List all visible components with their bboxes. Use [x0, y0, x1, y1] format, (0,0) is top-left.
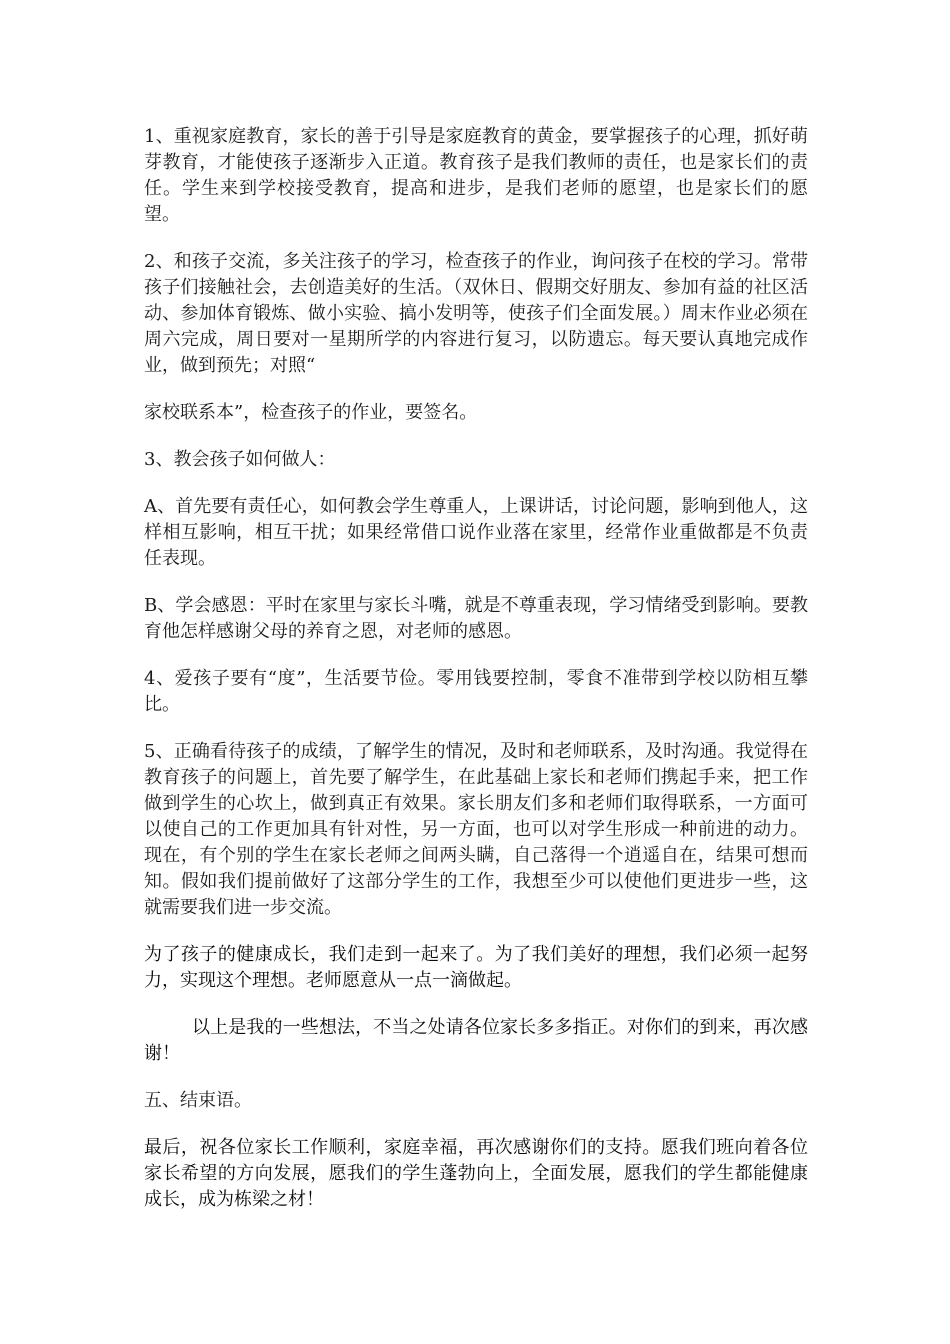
- paragraph-growth-together: 为了孩子的健康成长，我们走到一起来了。为了我们美好的理想，我们必须一起努力，实现这个理想。老师愿意从一点一滴做起。: [144, 944, 808, 991]
- paragraph-point-2: 2、和孩子交流，多关注孩子的学习，检查孩子的作业，询问孩子在校的学习。常带孩子们接触社会，去创造美好的生活。（双休日、假期交好朋友、参加有益的社区活动、参加体育锻炼、做小实验、搞小发明等，使孩子们全面发展。）周末作业必须在周六完成，周日要对一星期所学的内容进行复习，以防遗忘。每天要认真地完成作业，做到预先；对照“: [144, 251, 808, 376]
- paragraph-point-5: 5、正确看待孩子的成绩，了解学生的情况，及时和老师联系，及时沟通。我觉得在教育孩子的问题上，首先要了解学生，在此基础上家长和老师们携起手来，把工作做到学生的心坎上，做到真正有效果。家长朋友们多和老师们取得联系，一方面可以使自己的工作更加具有针对性，另一方面，也可以对学生形成一种前进的动力。现在，有个别的学生在家长老师之间两头瞒，自己落得一个逍遥自在，结果可想而知。假如我们提前做好了这部分学生的工作，我想至少可以使他们更进步一些，这就需要我们进一步交流。: [144, 741, 808, 918]
- section-heading-closing: 五、结束语。: [144, 1090, 252, 1111]
- paragraph-point-4: 4、爱孩子要有“度”，生活要节俭。零用钱要控制，零食不准带到学校以防相互攀比。: [144, 668, 808, 715]
- paragraph-thanks: 以上是我的一些想法，不当之处请各位家长多多指正。对你们的到来，再次感谢！: [144, 1017, 808, 1064]
- paragraph-point-3a: A、首先要有责任心，如何教会学生尊重人，上课讲话，讨论问题，影响到他人，这样相互影响，相互干扰；如果经常借口说作业落在家里，经常作业重做都是不负责任表现。: [144, 496, 808, 569]
- paragraph-point-3-heading: 3、教会孩子如何做人：: [144, 449, 336, 470]
- paragraph-point-1: 1、重视家庭教育，家长的善于引导是家庭教育的黄金，要掌握孩子的心理，抓好萌芽教育，才能使孩子逐渐步入正道。教育孩子是我们教师的责任，也是家长们的责任。学生来到学校接受教育，提高和进步，是我们老师的愿望，也是家长们的愿望。: [144, 126, 808, 225]
- paragraph-closing-wishes: 最后，祝各位家长工作顺利，家庭幸福，再次感谢你们的支持。愿我们班向着各位家长希望的方向发展，愿我们的学生蓬勃向上，全面发展，愿我们的学生都能健康成长，成为栋梁之材！: [144, 1137, 808, 1210]
- document-body: [144, 124, 808, 1234]
- paragraph-point-3b: B、学会感恩：平时在家里与家长斗嘴，就是不尊重表现，学习情绪受到影响。要教育他怎样感谢父母的养育之恩，对老师的感恩。: [144, 595, 808, 642]
- paragraph-point-2-continued: 家校联系本”，检查孩子的作业，要签名。: [144, 402, 478, 423]
